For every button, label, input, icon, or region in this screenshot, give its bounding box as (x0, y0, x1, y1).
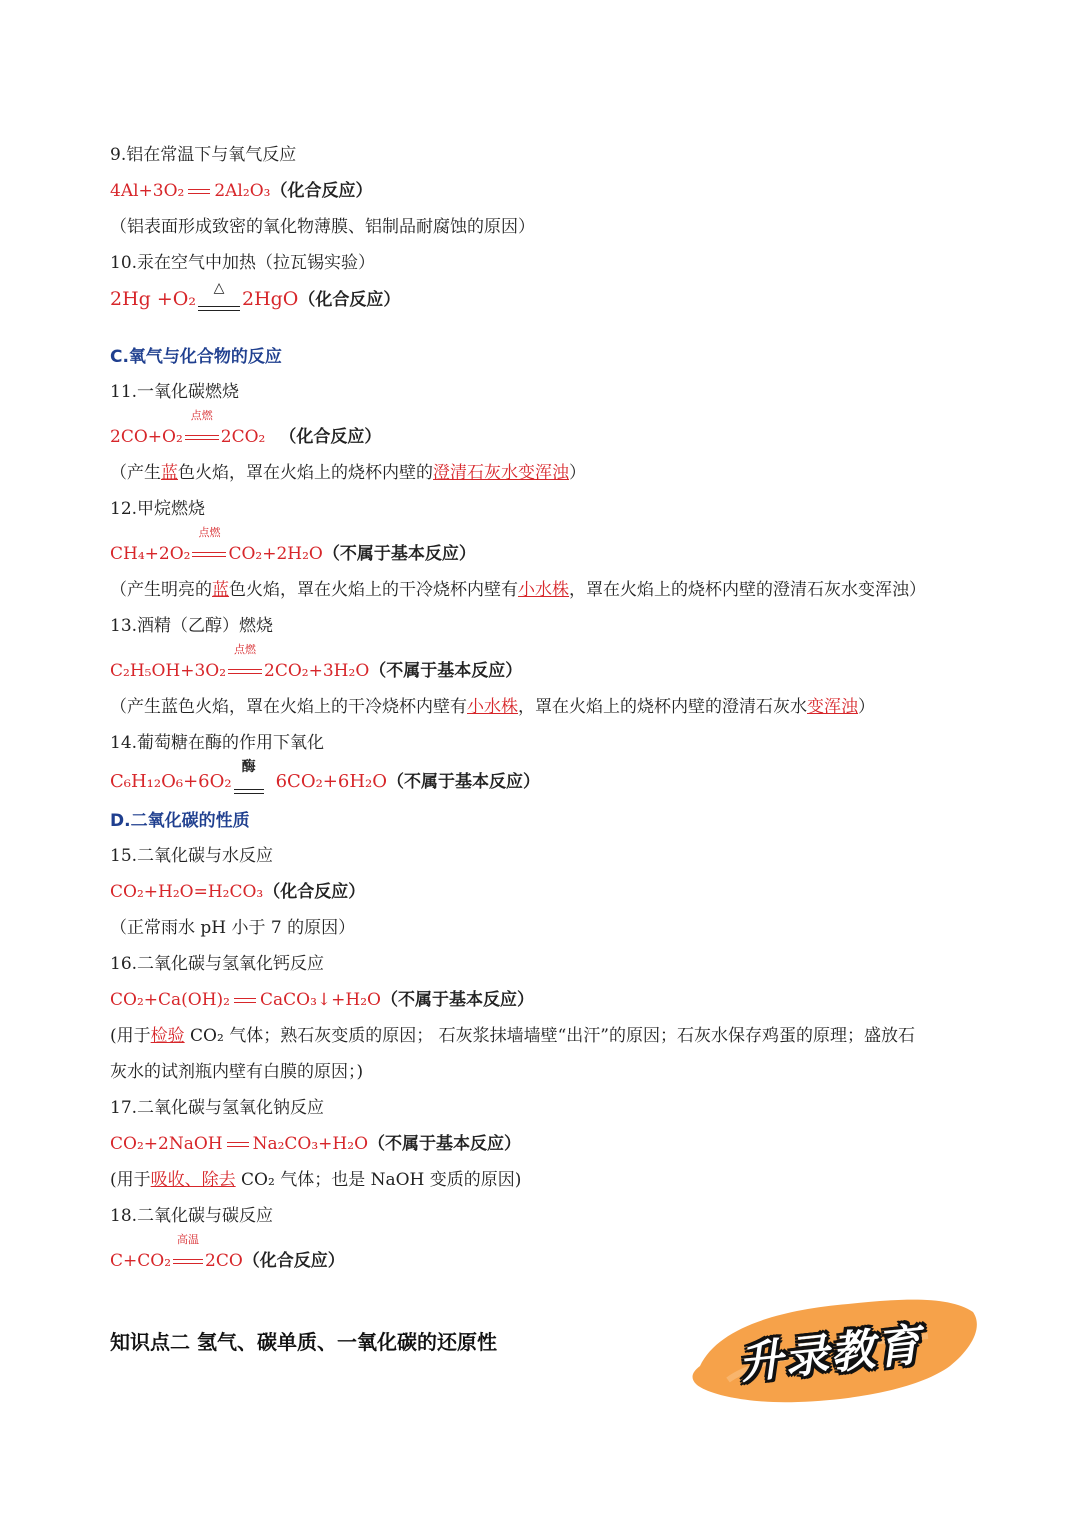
eq14-type: （不属于基本反应） (387, 772, 541, 792)
note12-b: 蓝 (212, 580, 229, 600)
eq9-left: 4Al+3O₂ (110, 181, 185, 201)
item-12-heading: 12.甲烷燃烧 (110, 499, 206, 519)
eq12-type: （不属于基本反应） (322, 544, 476, 564)
item-10-heading: 10.汞在空气中加热（拉瓦锡实验） (110, 253, 376, 273)
eq13-cond-text: 点燃 (234, 643, 257, 656)
eq12-cond-text: 点燃 (198, 526, 221, 539)
note-17 (110, 1168, 521, 1192)
item-16-heading: 16.二氧化碳与氢氧化钙反应 (110, 954, 325, 974)
eq14-equals (234, 789, 264, 794)
item-11-heading: 11.一氧化碳燃烧 (110, 382, 240, 402)
item-18-heading: 18.二氧化碳与碳反应 (110, 1206, 274, 1226)
eq16-left: CO₂+Ca(OH)₂ (110, 990, 230, 1010)
eq9-right: 2Al₂O₃ (214, 181, 271, 201)
eq13-condition (228, 643, 262, 683)
equation-18 (110, 1233, 345, 1273)
note11-c: 色火焰，罩在火焰上的烧杯内壁的 (178, 463, 433, 483)
eq10-cond-symbol: △ (213, 280, 225, 296)
note-16-line1 (110, 1024, 915, 1048)
eq16-type: （不属于基本反应） (380, 990, 534, 1010)
equation-17 (110, 1132, 521, 1156)
note-16-line2: 灰水的试剂瓶内壁有白膜的原因；) (110, 1062, 364, 1082)
eq18-type: （化合反应） (242, 1251, 345, 1271)
note-12 (110, 578, 926, 602)
equation-16 (110, 988, 534, 1012)
note11-d: 澄清石灰水变浑浊 (433, 463, 569, 483)
note16-c: CO₂ 气体；熟石灰变质的原因； 石灰浆抹墙墙壁“出汗”的原因；石灰水保存鸡蛋的原理；盛放石 (184, 1026, 915, 1046)
note12-e: ，罩在火焰上的烧杯内壁的澄清石灰水变浑浊） (569, 580, 926, 600)
eq16-equals (234, 998, 256, 1003)
note11-e: ） (569, 463, 586, 483)
equation-9 (110, 179, 372, 203)
eq18-right: 2CO (205, 1251, 243, 1271)
section-c-title: C.氧气与化合物的反应 (110, 347, 282, 367)
eq14-cond-text: 酶 (241, 759, 256, 775)
equation-11 (110, 409, 382, 449)
eq18-left: C+CO₂ (110, 1251, 172, 1271)
logo-text: 升录教育 (736, 1319, 925, 1390)
note-13 (110, 695, 875, 719)
note-15: （正常雨水 pH 小于 7 的原因） (110, 918, 356, 938)
note16-a: (用于 (110, 1026, 151, 1046)
eq13-equals (228, 669, 262, 674)
eq17-type: （不属于基本反应） (368, 1134, 521, 1154)
eq12-left: CH₄+2O₂ (110, 544, 191, 564)
note17-b: 吸收、除去 (150, 1170, 236, 1190)
eq18-cond-text: 高温 (177, 1233, 200, 1246)
eq11-condition (185, 409, 219, 449)
eq15-formula: CO₂+H₂O=H₂CO₃ (110, 882, 264, 902)
note12-d: 小水株 (518, 580, 569, 600)
eq14-condition (234, 759, 264, 794)
eq11-cond-text: 点燃 (190, 409, 213, 422)
equation-14 (110, 759, 541, 794)
note11-a: （产生 (110, 463, 161, 483)
item-14-heading: 14.葡萄糖在酶的作用下氧化 (110, 733, 325, 753)
item-15-heading: 15.二氧化碳与水反应 (110, 846, 274, 866)
eq11-left: 2CO+O₂ (110, 427, 183, 447)
equation-12 (110, 526, 476, 566)
item-9-heading: 9.铝在常温下与氧气反应 (110, 145, 297, 165)
note13-e: ） (858, 697, 875, 717)
eq11-right: 2CO₂ (220, 427, 266, 447)
eq18-equals (173, 1259, 203, 1264)
note13-d: 变浑浊 (807, 697, 858, 717)
eq10-type: （化合反应） (298, 290, 401, 310)
note13-b: 小水株 (467, 697, 518, 717)
eq11-equals (185, 435, 219, 440)
eq10-equals (198, 306, 240, 311)
eq9-equals (188, 189, 210, 194)
eq18-condition (173, 1233, 203, 1273)
note11-b: 蓝 (161, 463, 178, 483)
eq10-left: 2Hg +O₂ (110, 288, 196, 310)
note17-a: (用于 (110, 1170, 151, 1190)
note-9: （铝表面形成致密的氧化物薄膜、铝制品耐腐蚀的原因） (110, 217, 535, 237)
knowledge-point-2-title: 知识点二 氢气、碳单质、一氧化碳的还原性 (110, 1330, 497, 1354)
note17-c: CO₂ 气体；也是 NaOH 变质的原因) (235, 1170, 522, 1190)
eq12-condition (192, 526, 226, 566)
eq13-left: C₂H₅OH+3O₂ (110, 661, 227, 681)
eq14-right: 6CO₂+6H₂O (275, 771, 388, 792)
eq12-right: CO₂+2H₂O (228, 544, 323, 564)
equation-10 (110, 280, 401, 312)
section-d-title: D.二氧化碳的性质 (110, 811, 250, 831)
equation-13 (110, 643, 523, 683)
eq11-type: （化合反应） (279, 427, 382, 447)
eq17-equals (227, 1142, 249, 1147)
eq17-left: CO₂+2NaOH (110, 1134, 223, 1154)
eq16-right: CaCO₃↓+H₂O (260, 990, 381, 1010)
note13-a: （产生蓝色火焰，罩在火焰上的干冷烧杯内壁有 (110, 697, 467, 717)
eq13-right: 2CO₂+3H₂O (264, 661, 370, 681)
eq13-type: （不属于基本反应） (369, 661, 523, 681)
eq12-equals (192, 552, 226, 557)
note-11 (110, 461, 586, 485)
eq17-right: Na₂CO₃+H₂O (252, 1134, 368, 1154)
item-17-heading: 17.二氧化碳与氢氧化钠反应 (110, 1098, 325, 1118)
item-13-heading: 13.酒精（乙醇）燃烧 (110, 616, 274, 636)
note12-a: （产生明亮的 (110, 580, 212, 600)
note13-c: ，罩在火焰上的烧杯内壁的澄清石灰水 (518, 697, 807, 717)
eq15-type: （化合反应） (263, 882, 366, 902)
eq14-left: C₆H₁₂O₆+6O₂ (110, 771, 232, 792)
note16-b: 检验 (150, 1026, 185, 1046)
eq10-right: 2HgO (241, 288, 299, 310)
equation-15 (110, 880, 365, 904)
eq9-type: （化合反应） (270, 181, 373, 201)
eq10-condition (198, 280, 240, 311)
note12-c: 色火焰，罩在火焰上的干冷烧杯内壁有 (229, 580, 518, 600)
